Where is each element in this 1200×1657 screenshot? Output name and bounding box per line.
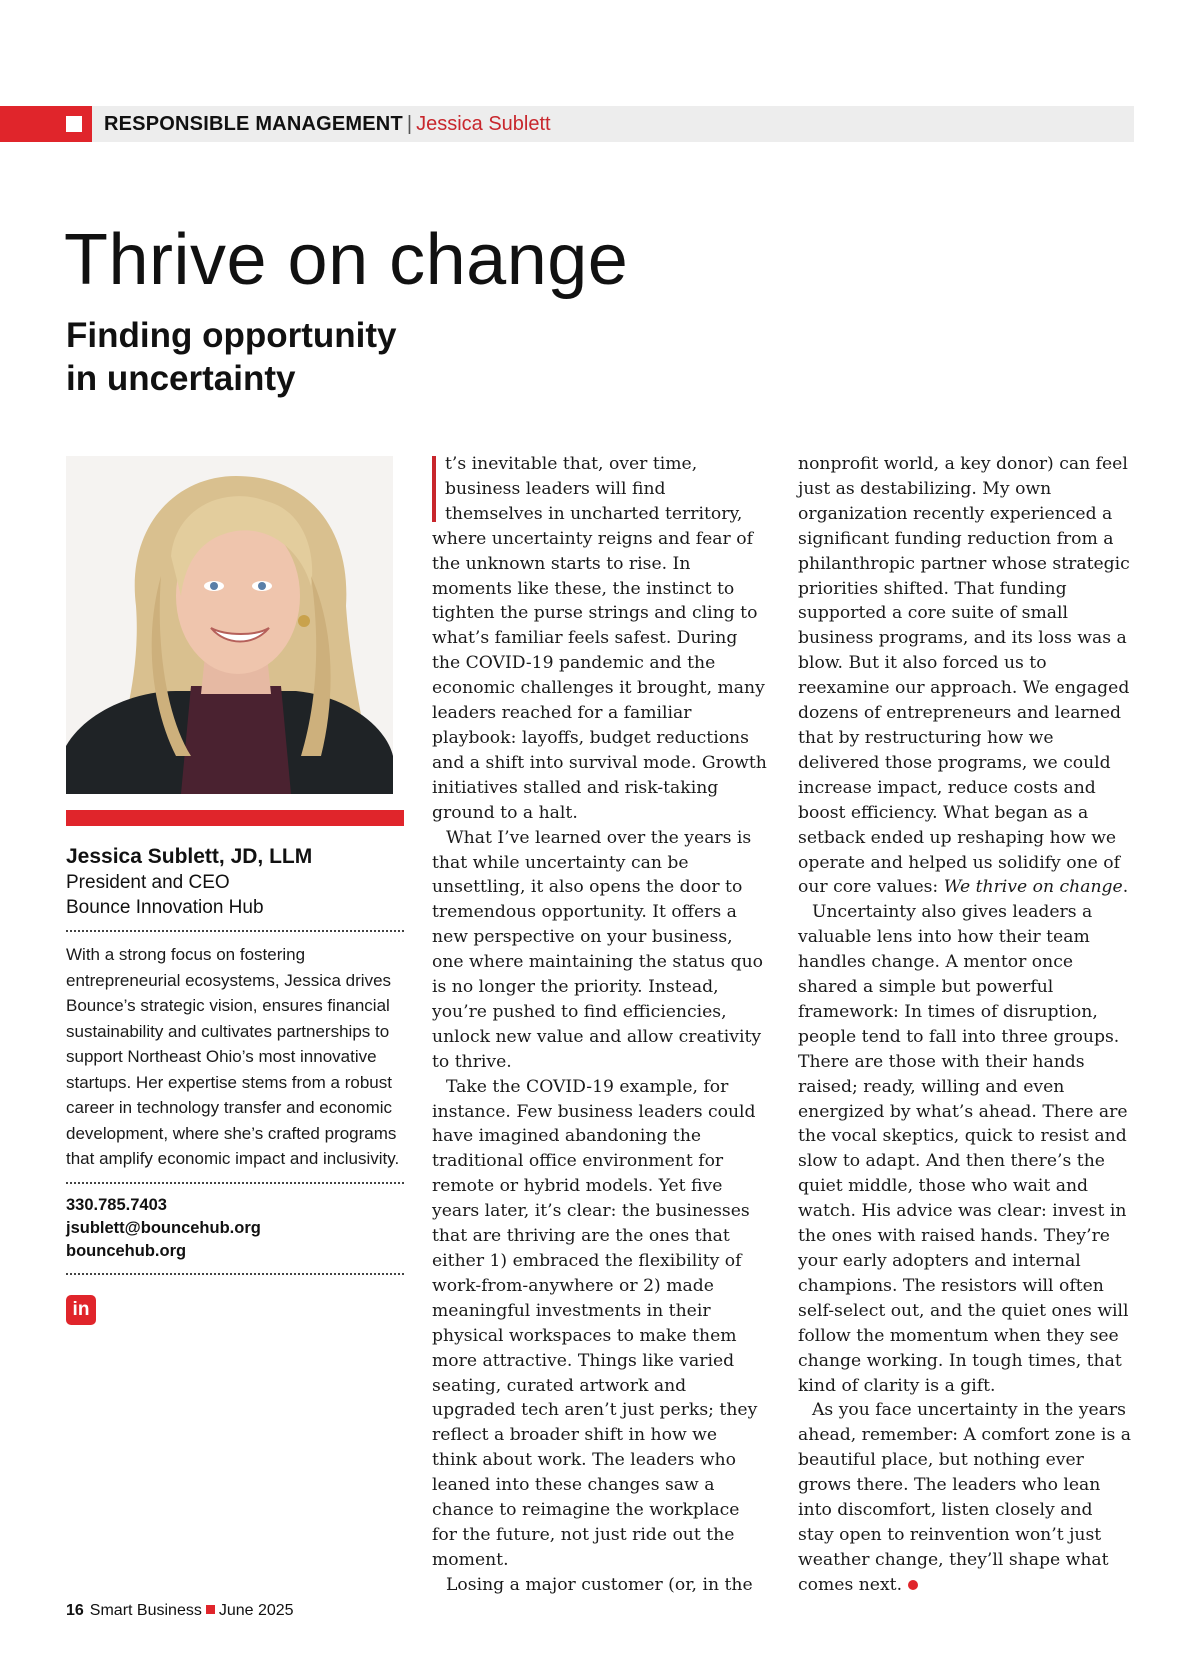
linkedin-icon[interactable]: in: [66, 1295, 96, 1325]
article-title: Thrive on change: [64, 220, 629, 300]
article-paragraph: [798, 1398, 1133, 1597]
dotted-divider: [66, 930, 404, 932]
bio-organization: Bounce Innovation Hub: [66, 897, 264, 918]
article-subtitle: [66, 314, 486, 400]
core-value-emphasis: We thrive on change: [943, 877, 1123, 898]
article-paragraph: [798, 452, 1133, 900]
article-column-1: [432, 452, 767, 1598]
article-column-2: [798, 452, 1133, 1598]
header-author: Jessica Sublett: [416, 113, 551, 135]
article-paragraph: [432, 452, 767, 826]
bio-accent-bar: [66, 810, 404, 826]
publication-name: Smart Business: [89, 1602, 202, 1619]
issue-date: June 2025: [218, 1602, 294, 1619]
dotted-divider: [66, 1273, 404, 1275]
article-paragraph: Uncertainty also gives leaders a valuable lens into how their team handles change. A mentor once shared a simple but powerful framework: In times of disruption, people tend to fall into three groups. There are those with their hands raised; ready, willing and even energized by what’s ahead. There are the vocal skeptics, quick to resist and slow to adapt. And then there’s the quiet middle, those who wait and watch. His advice was clear: invest in the ones with raised hands. They’re your early adopters and internal champions. The resistors will often self-select out, and the quiet ones will follow the momentum when they see change working. In tough times, that kind of clarity is a gift.: [798, 902, 1129, 1396]
paragraph-text: nonprofit world, a key donor) can feel just as destabilizing. My own organization recently experienced a significant funding reduction from a philanthropic partner whose strategic priorities shifted. That funding supported a core suite of small business programs, and its loss was a blow. But it also forced us to reexamine our approach. We engaged dozens of entrepreneurs and learned that by restructuring how we delivered those programs, we could increase impact, reduce costs and boost efficiency. What began as a setback ended up reshaping how we operate and helped us solidify one of our core values:: [798, 454, 1130, 898]
author-portrait-photo: [66, 456, 393, 794]
dotted-divider: [66, 1182, 404, 1184]
section-marker-square-icon: [66, 116, 82, 132]
bio-website-link[interactable]: bouncehub.org: [66, 1241, 187, 1260]
page-number: 16: [66, 1602, 84, 1619]
page-footer: [66, 1601, 294, 1621]
article-paragraph: What I’ve learned over the years is that while uncertainty can be unsettling, it also opens the door to tremendous opportunity. It offers a new perspective on your business, one where maintaining the status quo is no longer the priority. Instead, you’re pushed to find efficiencies, unlock new value and allow creativity to thrive.: [432, 827, 763, 1072]
bio-phone: 330.785.7403: [66, 1195, 167, 1214]
footer-square-icon: [206, 1605, 215, 1614]
bio-name: Jessica Sublett, JD, LLM: [66, 845, 313, 868]
paragraph-end: .: [1122, 877, 1129, 898]
article-paragraph: Losing a major customer (or, in the: [446, 1574, 753, 1595]
drop-cap-letter: [432, 456, 436, 522]
section-label: RESPONSIBLE MANAGEMENT: [104, 113, 403, 135]
paragraph-text: t’s inevitable that, over time, business leaders will find themselves in uncharted territory, where uncertainty reigns and fear of the unknown starts to rise. In moments like these, the instinct to tighten the purse strings and cling to what’s familiar feels safest. During the COVID-19 pandemic and the economic challenges it brought, many leaders reached for a familiar playbook: layoffs, budget reductions and a shift into survival mode. Growth initiatives stalled and risk-taking ground to a halt.: [432, 454, 767, 823]
end-mark-icon: [908, 1580, 918, 1590]
bio-description: With a strong focus on fostering entrepreneurial ecosystems, Jessica drives Bounce’s strategic vision, ensures financial sustainability and cultivates partnerships to support Northeast Ohio’s most innovative startups. Her expertise stems from a robust career in technology transfer and economic development, where she’s crafted programs that amplify economic impact and inclusivity.: [66, 945, 400, 1168]
section-header: [104, 111, 551, 137]
author-bio: [66, 843, 404, 1325]
bio-email-link[interactable]: jsublett@bouncehub.org: [66, 1218, 261, 1237]
paragraph-text: As you face uncertainty in the years ahead, remember: A comfort zone is a beautiful place, but nothing ever grows there. The leaders who lean into discomfort, listen closely and stay open to reinvention won’t just weather change, they’ll shape what comes next.: [798, 1400, 1132, 1595]
article-paragraph: Take the COVID-19 example, for instance. Few business leaders could have imagined abandoning the traditional office environment for remote or hybrid models. Yet five years later, it’s clear: the businesses that are thriving are the ones that either 1) embraced the flexibility of work-from-anywhere or 2) made meaningful investments in their physical workspaces to make them more attractive. Things like varied seating, curated artwork and upgraded tech aren’t just perks; they reflect a broader shift in how we think about work. The leaders who leaned into these changes saw a chance to reimagine the workplace for the future, not just ride out the moment.: [432, 1076, 758, 1570]
header-separator: |: [406, 113, 413, 135]
bio-role: President and CEO: [66, 872, 230, 893]
subtitle-line-2: in uncertainty: [66, 359, 296, 398]
subtitle-line-1: Finding opportunity: [66, 316, 397, 355]
